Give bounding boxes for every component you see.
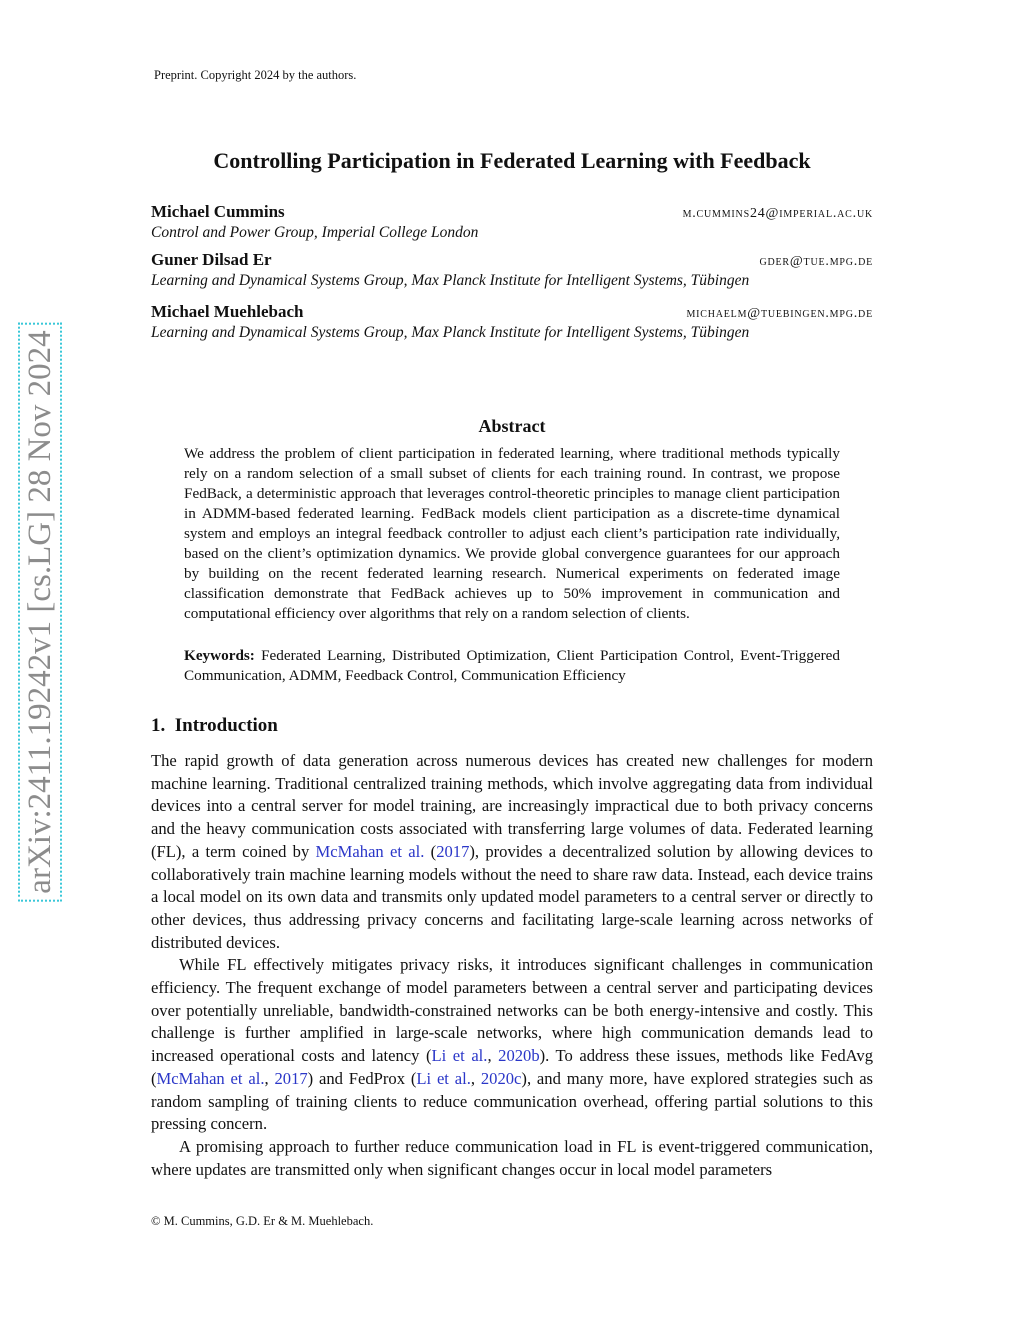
citation-link[interactable]: McMahan et al.: [315, 841, 425, 861]
keywords: [184, 646, 840, 686]
paragraph: While FL effectively mitigates privacy risks, it introduces significant challenges in communication efficiency. The frequent exchange of model parameters between a central server and participating devices over potentially unreliable, bandwidth-constrained networks can be both energy-intensive and costly. This challenge is further amplified in large-scale networks, where high communication demands lead to increased operational costs and latency (Li et al., 2020b). To address these issues, methods like FedAvg (McMahan et al., 2017) and FedProx (Li et al., 2020c), and many more, have explored strategies such as random sampling of training clients to reduce communication overhead, offering partial solutions to this pressing concern.: [151, 955, 874, 1134]
body-text: [151, 750, 873, 1181]
author-affiliation: Learning and Dynamical Systems Group, Max Planck Institute for Intelligent Systems, Tübingen: [151, 272, 750, 289]
keywords-list: Federated Learning, Distributed Optimization, Client Participation Control, Event-Triggered Communication, ADMM, Feedback Control, Communication Efficiency: [184, 647, 840, 684]
citation-link[interactable]: 2020b: [498, 1046, 540, 1066]
section-number: 1.: [151, 715, 166, 736]
author-affiliation: Control and Power Group, Imperial College London: [151, 224, 479, 241]
author-name: Guner Dilsad Er: [151, 250, 272, 269]
author-block: [151, 302, 873, 342]
citation-link[interactable]: Li et al.: [431, 1046, 488, 1066]
section-title: Introduction: [174, 715, 278, 736]
abstract-text: We address the problem of client participation in federated learning, where traditional methods typically rely on a random selection of a small subset of clients for each training round. In contrast, we propose FedBack, a deterministic approach that leverages control-theoretic principles to manage client participation in ADMM-based federated learning. FedBack models client participation as a discrete-time dynamical system and employs an integral feedback controller to adjust each client’s participation rate individually, based on the client’s optimization dynamics. We provide global convergence guarantees for our approach by building on the recent federated learning research. Numerical experiments on federated image classification demonstrate that FedBack achieves up to 50% improvement in communication and computational efficiency over algorithms that rely on a random selection of clients.: [184, 445, 840, 622]
arxiv-identifier[interactable]: arXiv:2411.19242v1 [cs.LG] 28 Nov 2024: [18, 322, 62, 901]
author-affiliation: Learning and Dynamical Systems Group, Max Planck Institute for Intelligent Systems, Tübingen: [151, 324, 750, 341]
citation-link[interactable]: 2017: [274, 1068, 308, 1088]
copyright-footer: © M. Cummins, G.D. Er & M. Muehlebach.: [151, 1214, 374, 1228]
citation-link[interactable]: 2020c: [480, 1068, 522, 1088]
section-heading: [151, 715, 278, 737]
author-email[interactable]: m.cummins24@imperial.ac.uk: [682, 206, 873, 221]
citation-link[interactable]: Li et al.: [416, 1068, 471, 1088]
author-name: Michael Cummins: [151, 202, 285, 221]
author-email[interactable]: michaelm@tuebingen.mpg.de: [686, 306, 873, 321]
author-name: Michael Muehlebach: [151, 302, 304, 321]
citation-link[interactable]: 2017: [436, 841, 470, 861]
keywords-label: Keywords:: [184, 647, 255, 664]
preprint-notice: Preprint. Copyright 2024 by the authors.: [154, 68, 357, 82]
abstract-heading: Abstract: [478, 416, 546, 436]
paragraph: A promising approach to further reduce communication load in FL is event-triggered communication, where updates are transmitted only when significant changes occur in local model parameters: [151, 1136, 873, 1179]
author-email[interactable]: gder@tue.mpg.de: [759, 254, 873, 269]
citation-link[interactable]: McMahan et al.: [156, 1068, 265, 1088]
author-block: [151, 250, 873, 290]
paragraph: The rapid growth of data generation across numerous devices has created new challenges for modern machine learning. Traditional centralized training methods, which involve aggregating data from individual devices into a central server for model training, are increasingly impractical due to both privacy concerns and the heavy communication costs associated with transferring large volumes of data. Federated learning (FL), a term coined by McMahan et al. (2017), provides a decentralized solution by allowing devices to collaboratively train machine learning models without the need to share raw data. Instead, each device trains a local model on its own data and transmits only updated model parameters to a central server or directly to other devices, thus addressing privacy concerns and facilitating large-scale learning across networks of distributed devices.: [151, 751, 873, 952]
paper-title: Controlling Participation in Federated Learning with Feedback: [213, 148, 811, 173]
author-block: [151, 202, 873, 242]
